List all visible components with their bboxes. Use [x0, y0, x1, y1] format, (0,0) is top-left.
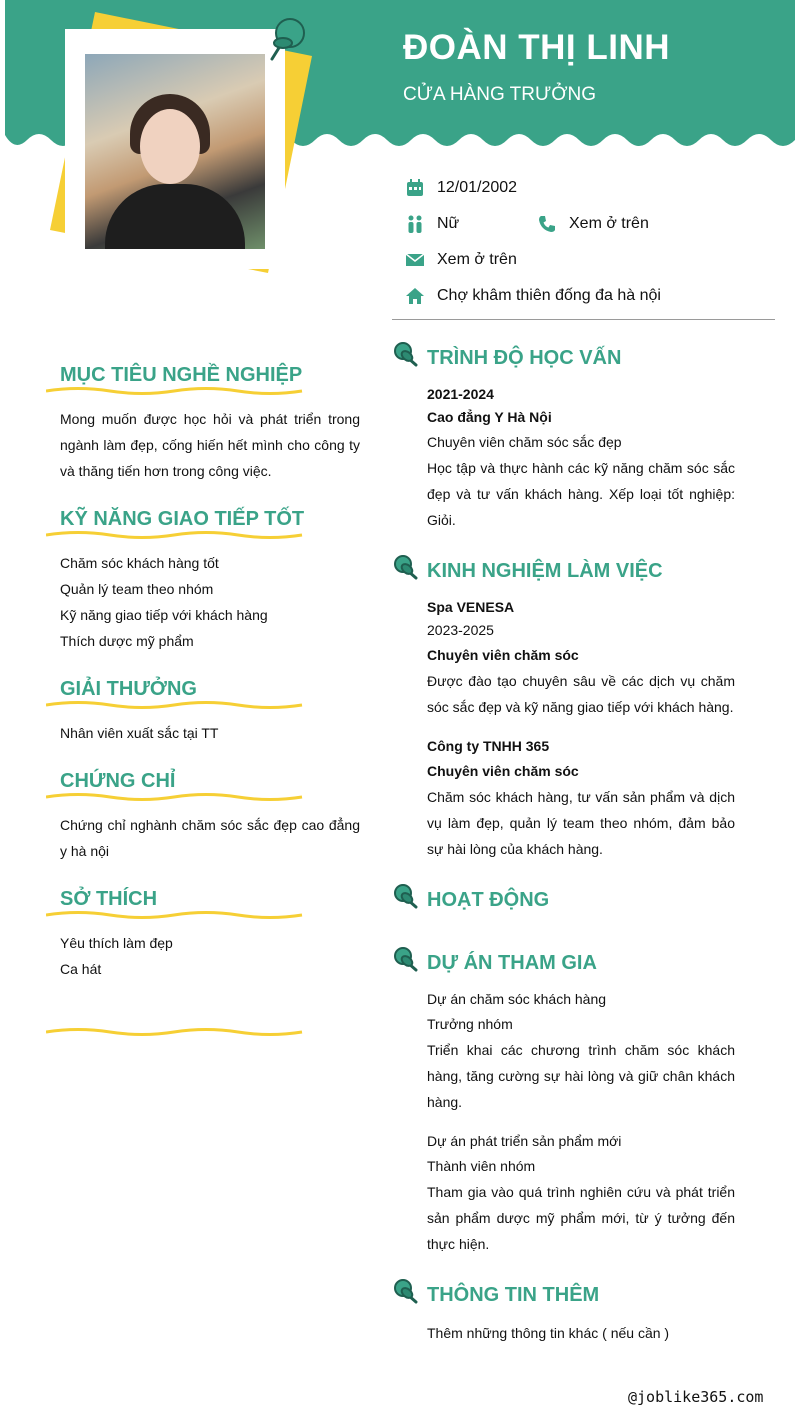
pin-icon — [266, 15, 308, 63]
skill-item: Kỹ năng giao tiếp với khách hàng — [60, 607, 268, 623]
experience-title: KINH NGHIỆM LÀM VIỆC — [427, 560, 663, 582]
education-major: Chuyên viên chăm sóc sắc đẹp — [427, 434, 622, 450]
project-role: Thành viên nhóm — [427, 1158, 536, 1174]
job-description: Được đào tạo chuyên sâu về các dịch vụ chăm sóc sắc đẹp và kỹ năng giao tiếp với khách hàng. — [427, 673, 735, 715]
education-text: Học tập và thực hành các kỹ năng chăm sóc sắc đẹp và tư vấn khách hàng. Xếp loại tốt nghiệp: Giỏi. — [427, 460, 735, 528]
pin-icon — [391, 945, 419, 973]
job-position: Chuyên viên chăm sóc — [427, 763, 579, 779]
objective-underline — [46, 384, 304, 398]
projects-title: DỰ ÁN THAM GIA — [427, 952, 597, 974]
education-title: TRÌNH ĐỘ HỌC VẤN — [427, 347, 622, 369]
contact-phone — [537, 214, 649, 234]
contact-email — [405, 250, 517, 270]
skill-item: Quản lý team theo nhóm — [60, 581, 214, 597]
address-value: Chợ khâm thiên đống đa hà nội — [437, 287, 661, 304]
phone-icon — [537, 214, 557, 234]
project-name: Dự án phát triển sản phẩm mới — [427, 1133, 622, 1149]
contact-gender — [405, 214, 459, 234]
job-company: Công ty TNHH 365 — [427, 738, 550, 754]
award-item: Nhân viên xuất sắc tại TT — [60, 725, 219, 741]
project-role: Trưởng nhóm — [427, 1016, 513, 1032]
left-column-end-underline — [46, 1025, 304, 1039]
education-school: Cao đẳng Y Hà Nội — [427, 409, 552, 425]
extra-title: THÔNG TIN THÊM — [427, 1284, 600, 1306]
contact-address — [405, 286, 661, 306]
candidate-name: ĐOÀN THỊ LINH — [403, 28, 671, 67]
objective-text: Mong muốn được học hỏi và phát triển trong ngành làm đẹp, cống hiến hết mình cho công ty và thăng tiến hơn trong công việc. — [60, 411, 360, 479]
job-years: 2023-2025 — [427, 622, 494, 638]
education-years: 2021-2024 — [427, 386, 494, 402]
hobbies-underline — [46, 908, 304, 922]
pin-icon — [391, 1277, 419, 1305]
hobby-item: Ca hát — [60, 961, 102, 977]
candidate-role: CỬA HÀNG TRƯỞNG — [403, 84, 597, 105]
pin-icon — [391, 882, 419, 910]
avatar — [85, 54, 265, 249]
skill-item: Thích dược mỹ phẩm — [60, 633, 194, 649]
mail-icon — [405, 250, 425, 270]
extra-text: Thêm những thông tin khác ( nếu cần ) — [427, 1325, 670, 1341]
skill-item: Chăm sóc khách hàng tốt — [60, 555, 219, 571]
objective-title: MỤC TIÊU NGHỀ NGHIỆP — [60, 364, 303, 386]
pin-icon — [391, 340, 419, 368]
job-description: Chăm sóc khách hàng, tư vấn sản phẩm và dịch vụ làm đẹp, quản lý team theo nhóm, đảm bảo sự hài lòng của khách hàng. — [427, 789, 735, 857]
hobby-item: Yêu thích làm đẹp — [60, 935, 173, 951]
awards-title: GIẢI THƯỞNG — [60, 678, 197, 700]
project-description: Triển khai các chương trình chăm sóc khách hàng, tăng cường sự hài lòng và giữ chân khách hàng. — [427, 1042, 735, 1110]
phone-value: Xem ở trên — [569, 215, 649, 232]
job-company: Spa VENESA — [427, 599, 515, 615]
calendar-icon — [405, 178, 425, 198]
hobbies-title: SỞ THÍCH — [60, 888, 158, 910]
skills-underline — [46, 528, 304, 542]
certificates-title: CHỨNG CHỈ — [60, 770, 176, 792]
activities-title: HOẠT ĐỘNG — [427, 889, 550, 911]
gender-icon — [405, 214, 425, 234]
contact-divider — [392, 319, 775, 320]
avatar-shirt — [105, 184, 245, 249]
contact-birthday — [405, 178, 517, 198]
awards-underline — [46, 698, 304, 712]
project-description: Tham gia vào quá trình nghiên cứu và phát triển sản phẩm dược mỹ phẩm mới, từ ý tưởng đến thực hiện. — [427, 1184, 735, 1252]
project-name: Dự án chăm sóc khách hàng — [427, 991, 607, 1007]
birthday-value: 12/01/2002 — [437, 179, 518, 196]
pin-icon — [391, 553, 419, 581]
certificates-underline — [46, 790, 304, 804]
email-value: Xem ở trên — [437, 251, 517, 268]
skills-title: KỸ NĂNG GIAO TIẾP TỐT — [60, 508, 305, 530]
home-icon — [405, 286, 425, 306]
gender-value: Nữ — [437, 215, 460, 232]
avatar-face — [140, 109, 200, 184]
certificates-text: Chứng chỉ nghành chăm sóc sắc đẹp cao đẳng y hà nội — [60, 817, 360, 859]
footer-credit: @joblike365.com — [628, 1388, 764, 1406]
job-position: Chuyên viên chăm sóc — [427, 647, 579, 663]
